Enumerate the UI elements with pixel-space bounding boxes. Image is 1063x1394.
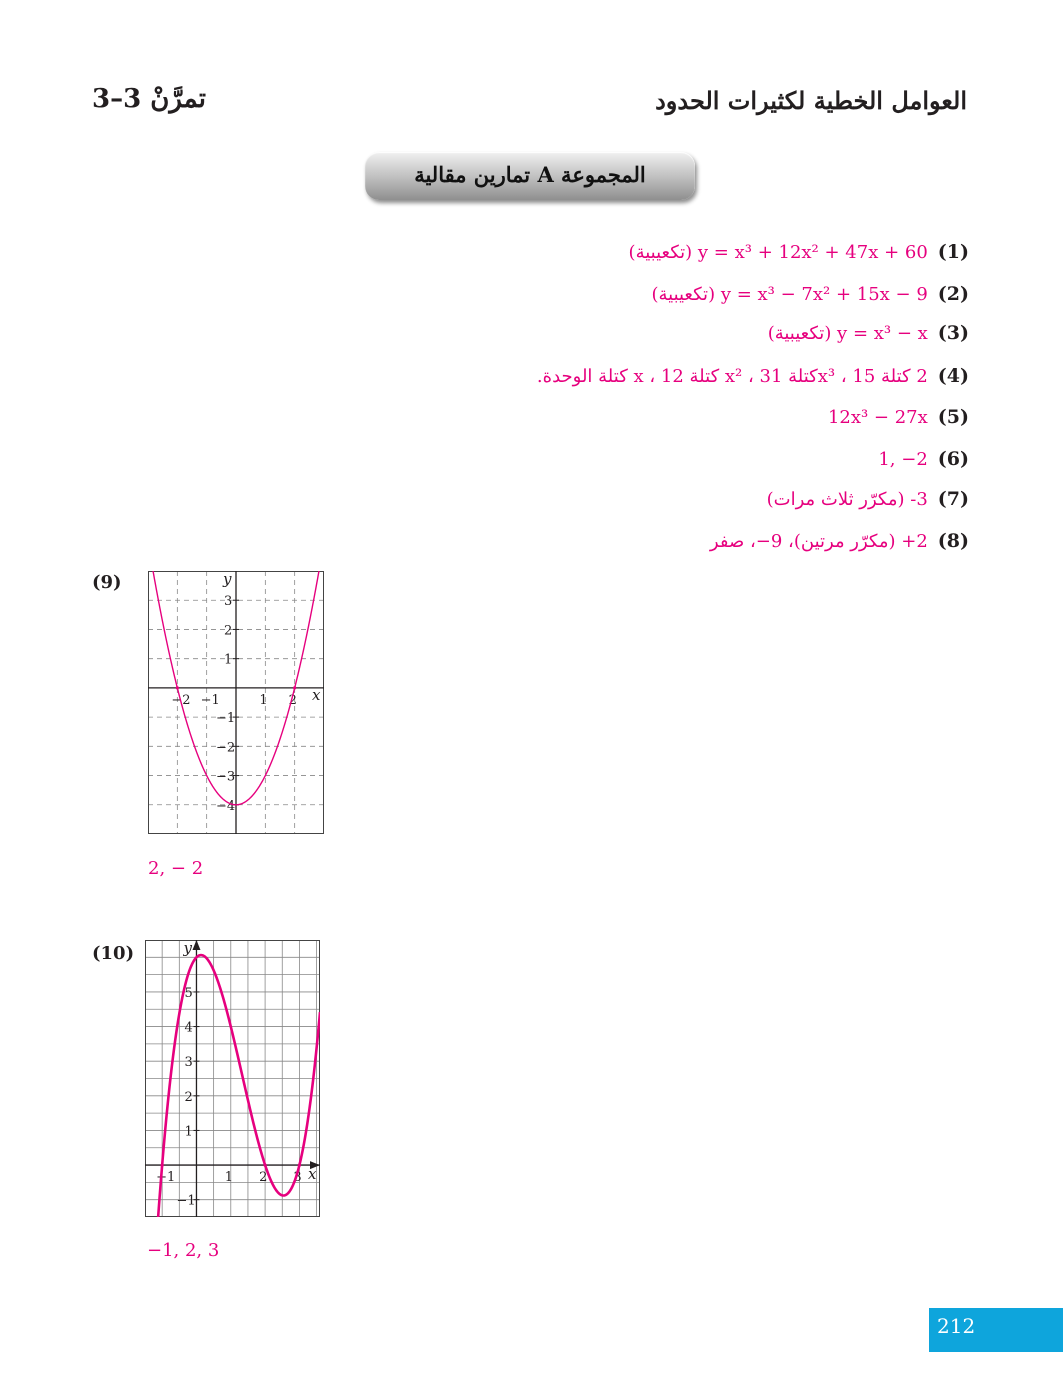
answer-item <box>629 237 969 267</box>
x-axis-label: x <box>312 685 321 704</box>
y-tick-label: 3 <box>184 1055 193 1071</box>
root-point <box>161 1163 164 1166</box>
x-tick-label: 3 <box>293 1170 302 1186</box>
section-banner <box>365 152 695 200</box>
y-tick-label: 5 <box>184 985 193 1001</box>
item-number: (2) <box>937 283 969 305</box>
y-tick-label: −3 <box>216 769 236 785</box>
item-answer: 2 كتلة x³ ، 15كتلة x² ، 31 كتلة x ، 12 كتلة الوحدة. <box>536 365 928 387</box>
x-tick-label: −1 <box>200 692 220 708</box>
answer-item <box>878 444 969 474</box>
item-number: (6) <box>937 448 969 470</box>
item-number: (4) <box>937 365 969 387</box>
lesson-title: العوامل الخطية لكثيرات الحدود <box>655 86 967 115</box>
answer-item <box>828 402 969 432</box>
item-answer: (تكعيبية) y = x³ − 7x² + 15x − 9 <box>651 283 928 305</box>
y-tick-label: 1 <box>224 652 233 668</box>
x-tick-label: −2 <box>171 692 191 708</box>
answer-item <box>710 526 969 556</box>
y-tick-label: 2 <box>224 623 233 639</box>
x-tick-label: −1 <box>156 1170 176 1186</box>
answer-item <box>768 318 969 348</box>
y-tick-label: −1 <box>176 1193 196 1209</box>
item-number: (3) <box>937 322 969 344</box>
root-point <box>293 686 296 689</box>
exercise-label: تمرَّنْ 3–3 <box>92 84 206 114</box>
item-answer: 1, −2 <box>878 448 928 470</box>
x-tick-label: 1 <box>224 1170 234 1186</box>
y-tick-label: −4 <box>216 798 236 814</box>
graph9-label: (9) <box>92 572 122 593</box>
y-tick-label: 4 <box>184 1020 193 1036</box>
y-axis-label: y <box>183 940 192 957</box>
y-axis-arrow <box>192 940 200 950</box>
item-number: (7) <box>937 488 969 510</box>
item-answer: 12x³ − 27x <box>827 406 928 428</box>
answer-item <box>767 484 969 514</box>
graph10-label: (10) <box>92 943 135 964</box>
y-axis-label: y <box>223 571 232 588</box>
y-tick-label: −2 <box>216 740 236 756</box>
item-number: (5) <box>937 406 969 428</box>
root-point <box>298 1163 301 1166</box>
item-number: (8) <box>937 530 969 552</box>
section-banner-label: المجموعة A تمارين مقالية <box>414 162 646 187</box>
page-number-bar <box>929 1308 1063 1352</box>
item-number: (1) <box>937 241 969 263</box>
x-tick-label: 2 <box>288 692 297 708</box>
page-number: 212 <box>937 1314 976 1338</box>
answer-item <box>537 361 969 391</box>
x-tick-label: 2 <box>259 1170 268 1186</box>
y-tick-label: 2 <box>184 1089 193 1105</box>
item-answer: (تكعيبية) y = x³ − x <box>767 322 928 344</box>
y-tick-label: −1 <box>216 711 236 727</box>
graph9-chart <box>148 571 324 834</box>
item-answer: (تكعيبية) y = x³ + 12x² + 47x + 60 <box>628 241 928 263</box>
item-answer: 2+ (مكرّر مرتين)، 9−، صفر <box>709 530 928 552</box>
x-tick-label: 1 <box>259 692 268 708</box>
answer-item <box>651 279 969 309</box>
y-tick-label: 3 <box>224 594 233 610</box>
root-point <box>263 1163 266 1166</box>
graph10-chart <box>145 940 320 1217</box>
graph9-roots: 2, − 2 <box>148 858 204 879</box>
graph10-roots: −1, 2, 3 <box>147 1240 220 1261</box>
root-point <box>176 686 179 689</box>
x-axis-label: x <box>308 1165 317 1184</box>
y-tick-label: 1 <box>184 1124 193 1140</box>
item-answer: 3- (مكرّر ثلاث مرات) <box>766 488 928 510</box>
